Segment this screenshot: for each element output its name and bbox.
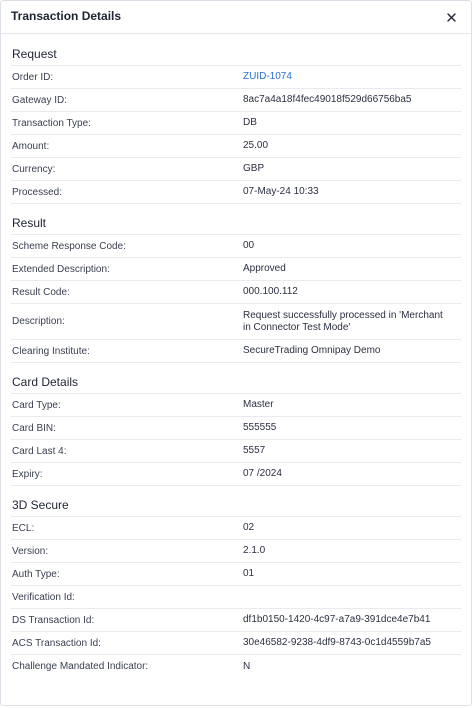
detail-value: df1b0150-1420-4c97-a7a9-391dce4e7b41 (243, 614, 431, 625)
detail-row (11, 340, 461, 363)
detail-label: Challenge Mandated Indicator: (12, 661, 149, 672)
detail-value: DB (243, 117, 257, 128)
detail-row (11, 655, 461, 678)
detail-value: 01 (243, 568, 255, 579)
detail-label: Description: (12, 316, 65, 327)
detail-row (11, 463, 461, 486)
detail-label: ACS Transaction Id: (12, 637, 101, 649)
detail-label: Version: (12, 545, 49, 557)
detail-row (11, 632, 461, 655)
detail-value: GBP (243, 163, 265, 174)
detail-value: 5557 (243, 445, 266, 456)
detail-value: 07-May-24 10:33 (243, 186, 319, 197)
detail-label: Extended Description: (12, 263, 110, 275)
detail-value: 000.100.112 (243, 286, 298, 297)
detail-value: 30e46582-9238-4df9-8743-0c1d4559b7a5 (243, 637, 431, 648)
detail-row (11, 517, 461, 540)
dialog-body (1, 41, 471, 678)
dialog-title: Transaction Details (11, 9, 122, 23)
detail-label: DS Transaction Id: (12, 614, 95, 626)
detail-label: Amount: (12, 140, 50, 152)
detail-row (11, 112, 461, 135)
detail-row (11, 181, 461, 204)
detail-value: 00 (243, 240, 255, 251)
detail-label: Currency: (12, 163, 56, 175)
detail-row (11, 540, 461, 563)
detail-row (11, 235, 461, 258)
detail-row (11, 609, 461, 632)
detail-row (11, 563, 461, 586)
detail-value: N (243, 660, 251, 672)
detail-label: Gateway ID: (12, 94, 68, 106)
detail-row (11, 586, 461, 609)
detail-value: Request successfully processed in 'Merchant in Connector Test Mode' (243, 309, 443, 333)
detail-label: Expiry: (12, 468, 43, 480)
detail-row (11, 89, 461, 112)
detail-label: Card Type: (12, 399, 61, 411)
detail-row (11, 417, 461, 440)
close-button[interactable] (443, 9, 459, 25)
section-title-3d-secure: 3D Secure (11, 492, 461, 517)
detail-value: 25.00 (243, 140, 269, 151)
detail-label: Result Code: (12, 286, 70, 298)
detail-label: Processed: (12, 186, 63, 198)
detail-row (11, 158, 461, 181)
detail-label: Card BIN: (12, 422, 56, 434)
detail-row (11, 281, 461, 304)
detail-label: Verification Id: (12, 591, 75, 603)
close-icon (447, 13, 456, 22)
detail-label: Auth Type: (12, 568, 60, 580)
detail-label: Clearing Institute: (12, 345, 90, 357)
detail-value: 02 (243, 522, 255, 533)
section-title-card-details: Card Details (11, 369, 461, 394)
detail-row (11, 394, 461, 417)
detail-label: Transaction Type: (12, 117, 91, 129)
order-id-link[interactable]: ZUID-1074 (243, 71, 292, 82)
detail-label: Scheme Response Code: (12, 240, 126, 252)
detail-value: Approved (243, 263, 286, 274)
detail-row (11, 135, 461, 158)
detail-row (11, 66, 461, 89)
section-title-request: Request (11, 41, 461, 66)
detail-value: SecureTrading Omnipay Demo (243, 345, 381, 356)
detail-row (11, 258, 461, 281)
detail-label: ECL: (12, 522, 35, 534)
detail-row (11, 440, 461, 463)
detail-value: Master (243, 399, 274, 410)
detail-value: 2.1.0 (243, 545, 266, 556)
detail-value: 8ac7a4a18f4fec49018f529d66756ba5 (243, 94, 412, 105)
detail-value: 555555 (243, 422, 277, 433)
detail-label: Order ID: (12, 71, 54, 83)
detail-row (11, 304, 461, 340)
section-title-result: Result (11, 210, 461, 235)
detail-label: Card Last 4: (12, 445, 67, 457)
dialog-header (1, 1, 471, 34)
detail-value: 07 /2024 (243, 468, 282, 479)
